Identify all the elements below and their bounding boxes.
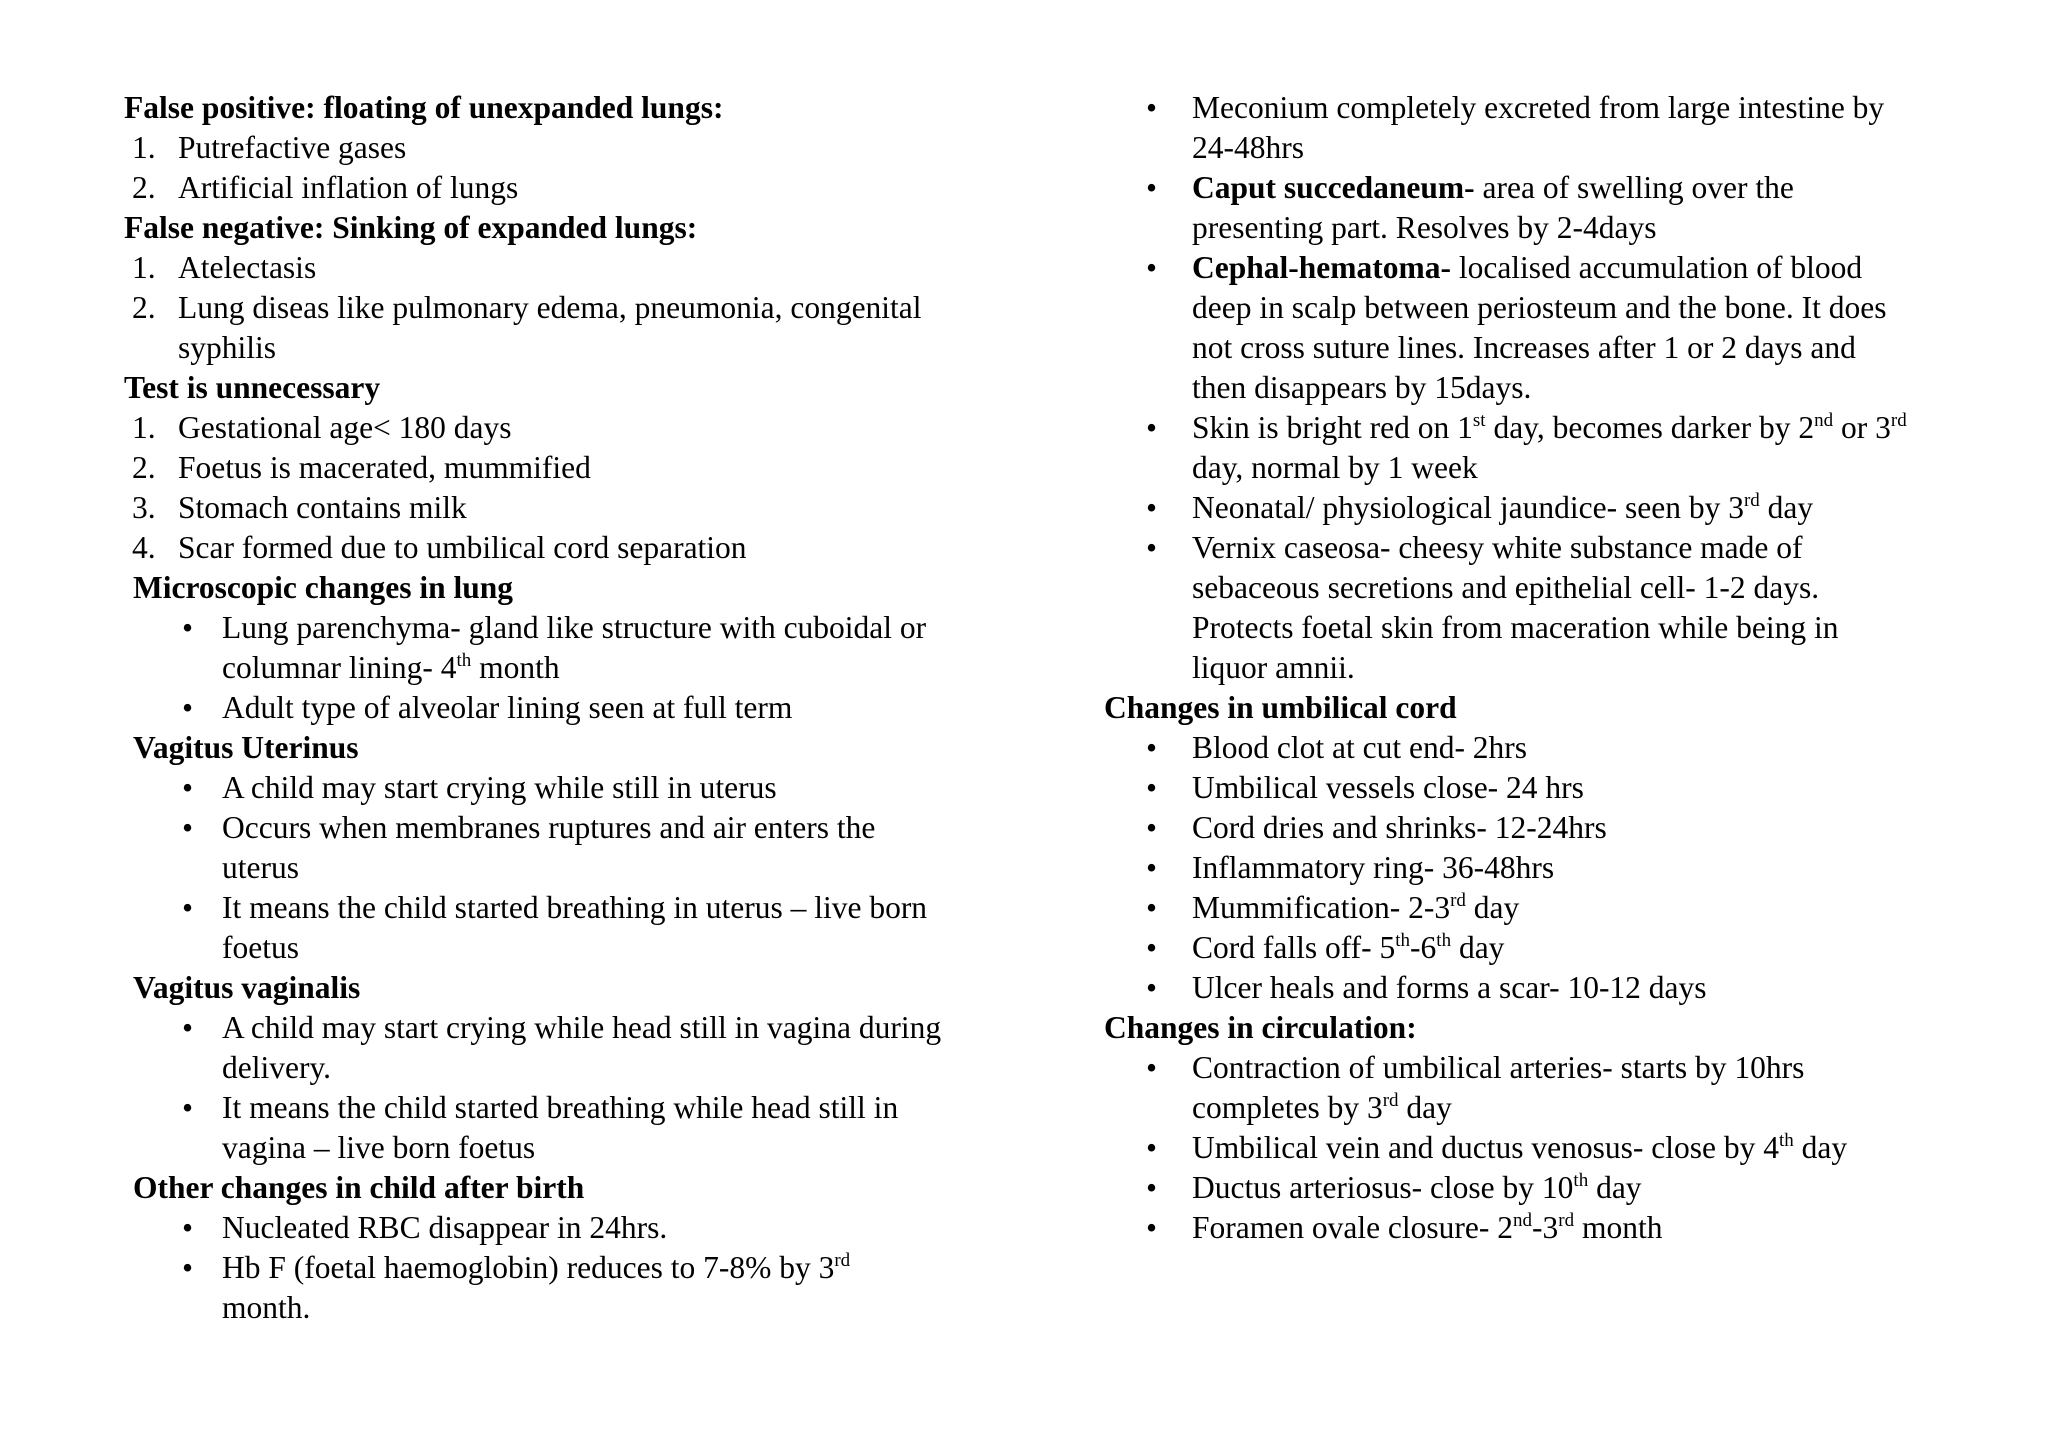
list-item (124, 408, 1024, 448)
circulation-heading: Changes in circulation: (1104, 1010, 1417, 1045)
list-text: Hb F (foetal haemoglobin) reduces to 7-8% by 3rd (222, 1250, 851, 1285)
bullet-icon: • (1146, 250, 1158, 285)
list-text: foetus (222, 930, 299, 965)
list-text: Meconium completely excreted from large intestine by (1192, 90, 1885, 125)
list-item (124, 888, 1024, 968)
list-item (1104, 768, 2004, 808)
bullet-icon: • (182, 1010, 194, 1045)
list-text: Occurs when membranes ruptures and air enters the (222, 810, 876, 845)
list-text: Contraction of umbilical arteries- starts by 10hrs (1192, 1050, 1805, 1085)
microscopic-heading: Microscopic changes in lung (133, 570, 514, 605)
list-text: It means the child started breathing while head still in (222, 1090, 899, 1125)
false-negative-list (124, 248, 1024, 368)
list-text: uterus (222, 850, 299, 885)
list-item (1104, 1208, 2004, 1248)
list-text: Lung parenchyma- gland like structure with cuboidal or (222, 610, 927, 645)
list-text: day, normal by 1 week (1192, 450, 1478, 485)
list-text: Foetus is macerated, mummified (178, 450, 591, 485)
list-text: Foramen ovale closure- 2nd-3rd month (1192, 1210, 1663, 1245)
list-item (1104, 968, 2004, 1008)
list-text: Putrefactive gases (178, 130, 407, 165)
list-item (124, 808, 1024, 888)
list-text: presenting part. Resolves by 2-4days (1192, 210, 1657, 245)
list-item (124, 288, 1024, 368)
list-text: deep in scalp between periosteum and the bone. It does (1192, 290, 1887, 325)
list-text: Lung diseas like pulmonary edema, pneumonia, congenital (178, 290, 922, 325)
bullet-icon: • (1146, 810, 1158, 845)
list-item (1104, 728, 2004, 768)
bullet-icon: • (1146, 930, 1158, 965)
list-text: Caput succedaneum- area of swelling over the (1192, 170, 1794, 205)
list-text: Gestational age< 180 days (178, 410, 512, 445)
bullet-icon: • (1146, 490, 1158, 525)
list-text: Ductus arteriosus- close by 10th day (1192, 1170, 1642, 1205)
list-text: Cephal-hematoma- localised accumulation of blood (1192, 250, 1863, 285)
bullet-icon: • (182, 1210, 194, 1245)
list-text: Nucleated RBC disappear in 24hrs. (222, 1210, 668, 1245)
list-item (1104, 928, 2004, 968)
bullet-icon: • (1146, 90, 1158, 125)
list-text: columnar lining- 4th month (222, 650, 560, 685)
list-item (1104, 408, 2004, 488)
list-text: delivery. (222, 1050, 332, 1085)
list-text: Ulcer heals and forms a scar- 10-12 days (1192, 970, 1707, 1005)
list-text: Scar formed due to umbilical cord separation (178, 530, 747, 565)
false-positive-heading: False positive: floating of unexpanded lungs: (124, 90, 724, 125)
list-number: 4. (132, 530, 156, 565)
test-unnecessary-heading: Test is unnecessary (124, 370, 381, 405)
list-item (124, 768, 1024, 808)
list-item (124, 448, 1024, 488)
list-text: Stomach contains milk (178, 490, 467, 525)
umbilical-cord-heading: Changes in umbilical cord (1104, 690, 1457, 725)
list-item (1104, 1168, 2004, 1208)
list-text: liquor amnii. (1192, 650, 1355, 685)
bullet-icon: • (182, 770, 194, 805)
list-item (1104, 248, 2004, 408)
false-negative-heading: False negative: Sinking of expanded lungs: (124, 210, 698, 245)
bullet-icon: • (1146, 970, 1158, 1005)
list-item (1104, 88, 2004, 168)
newborn-signs-list (1104, 88, 2004, 688)
list-text: syphilis (178, 330, 277, 365)
bullet-icon: • (182, 1250, 194, 1285)
list-number: 1. (132, 250, 156, 285)
list-item (124, 1248, 1024, 1328)
list-item (1104, 848, 2004, 888)
list-text: Atelectasis (178, 250, 317, 285)
vagitus-vaginalis-list (124, 1008, 1024, 1168)
bullet-icon: • (1146, 410, 1158, 445)
list-item (1104, 1048, 2004, 1128)
list-item (124, 688, 1024, 728)
bullet-icon: • (1146, 730, 1158, 765)
bullet-icon: • (182, 610, 194, 645)
other-changes-heading: Other changes in child after birth (133, 1170, 585, 1205)
list-text: Skin is bright red on 1st day, becomes darker by 2nd or 3rd (1192, 410, 1907, 445)
list-text: month. (222, 1290, 311, 1325)
list-text: then disappears by 15days. (1192, 370, 1532, 405)
list-text: It means the child started breathing in uterus – live born (222, 890, 928, 925)
list-text: Mummification- 2-3rd day (1192, 890, 1520, 925)
list-text: Inflammatory ring- 36-48hrs (1192, 850, 1555, 885)
list-item (124, 248, 1024, 288)
list-item (1104, 168, 2004, 248)
bullet-icon: • (182, 1090, 194, 1125)
list-text: A child may start crying while still in uterus (222, 770, 777, 805)
bullet-icon: • (1146, 1050, 1158, 1085)
list-item (124, 128, 1024, 168)
list-item (1104, 888, 2004, 928)
list-text: vagina – live born foetus (222, 1130, 536, 1165)
list-text: Cord falls off- 5th-6th day (1192, 930, 1505, 965)
list-text: sebaceous secretions and epithelial cell- 1-2 days. (1192, 570, 1820, 605)
bullet-icon: • (182, 690, 194, 725)
list-text: Blood clot at cut end- 2hrs (1192, 730, 1528, 765)
bullet-icon: • (1146, 890, 1158, 925)
list-item (124, 608, 1024, 688)
list-item (1104, 1128, 2004, 1168)
bullet-icon: • (1146, 1210, 1158, 1245)
microscopic-list (124, 608, 1024, 728)
list-text: 24-48hrs (1192, 130, 1304, 165)
list-text: Vernix caseosa- cheesy white substance made of (1192, 530, 1803, 565)
list-item (124, 1008, 1024, 1088)
list-text: completes by 3rd day (1192, 1090, 1452, 1125)
list-item (1104, 528, 2004, 688)
list-number: 1. (132, 410, 156, 445)
bullet-icon: • (182, 810, 194, 845)
list-text: Umbilical vessels close- 24 hrs (1192, 770, 1584, 805)
list-text: Umbilical vein and ductus venosus- close by 4th day (1192, 1130, 1848, 1165)
right-column (1104, 88, 2004, 1248)
bullet-icon: • (1146, 170, 1158, 205)
list-item (1104, 488, 2004, 528)
list-item (124, 488, 1024, 528)
list-number: 2. (132, 170, 156, 205)
list-number: 1. (132, 130, 156, 165)
list-item (124, 1088, 1024, 1168)
list-number: 3. (132, 490, 156, 525)
list-item (1104, 808, 2004, 848)
vagitus-uterinus-list (124, 768, 1024, 968)
list-text: Neonatal/ physiological jaundice- seen by 3rd day (1192, 490, 1814, 525)
list-item (124, 528, 1024, 568)
bullet-icon: • (182, 890, 194, 925)
left-column (124, 88, 1024, 1328)
list-item (124, 1208, 1024, 1248)
list-number: 2. (132, 450, 156, 485)
umbilical-cord-list (1104, 728, 2004, 1008)
test-unnecessary-list (124, 408, 1024, 568)
other-changes-list (124, 1208, 1024, 1328)
bullet-icon: • (1146, 1170, 1158, 1205)
list-number: 2. (132, 290, 156, 325)
bullet-icon: • (1146, 1130, 1158, 1165)
list-text: Adult type of alveolar lining seen at full term (222, 690, 793, 725)
bullet-icon: • (1146, 770, 1158, 805)
circulation-list (1104, 1048, 2004, 1248)
list-text: Cord dries and shrinks- 12-24hrs (1192, 810, 1607, 845)
list-text: Artificial inflation of lungs (178, 170, 519, 205)
list-item (124, 168, 1024, 208)
bullet-icon: • (1146, 850, 1158, 885)
list-text: Protects foetal skin from maceration while being in (1192, 610, 1839, 645)
bullet-icon: • (1146, 530, 1158, 565)
list-text: A child may start crying while head still in vagina during (222, 1010, 942, 1045)
vagitus-uterinus-heading: Vagitus Uterinus (133, 730, 359, 765)
list-text: not cross suture lines. Increases after 1 or 2 days and (1192, 330, 1856, 365)
vagitus-vaginalis-heading: Vagitus vaginalis (133, 970, 361, 1005)
false-positive-list (124, 128, 1024, 208)
